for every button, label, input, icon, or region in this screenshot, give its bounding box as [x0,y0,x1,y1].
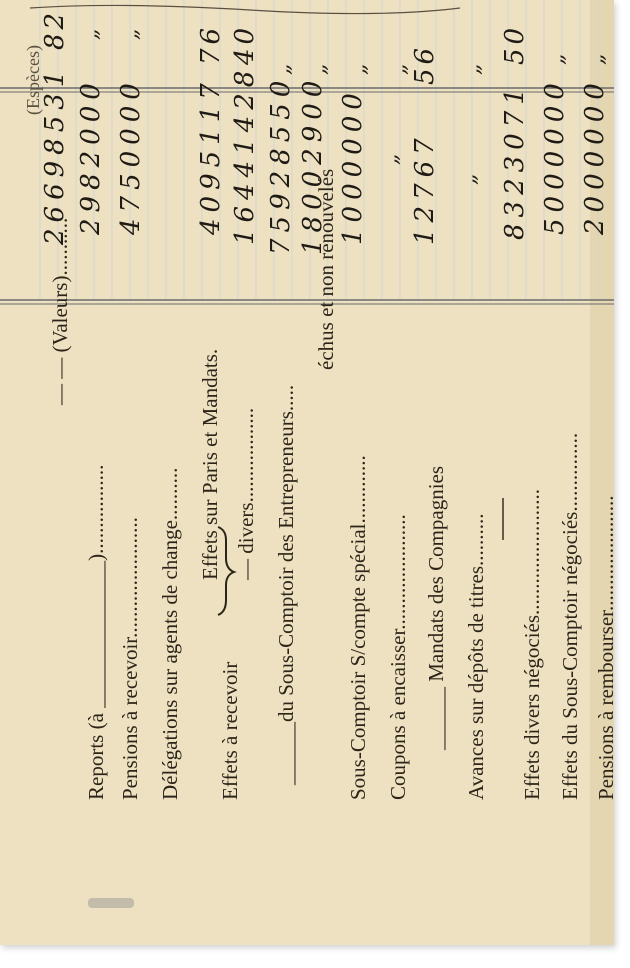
row-amount: 1000000 [338,87,368,245]
row-amount: 12767 [410,132,440,245]
row-label: Reports (à ______________)................. [84,464,108,800]
row-cents: „ [584,49,609,65]
row-label: échus et non renouvelés [314,168,338,370]
row-label: Pensions à rembourser...................... [594,495,618,800]
row-cents: „ [118,24,143,40]
row-cents: 50 [500,23,530,65]
row-cents: „ [306,59,331,75]
row-label: Pensions à recevoir....................... [118,517,142,800]
row-cents: 56 [410,43,440,85]
row-label: Délégations sur agents de change.......... [158,467,182,800]
row-label: — divers.................. [234,407,258,580]
row-label: ______du Sous-Comptoir des Entrepreneurs..... [274,384,298,785]
row-cents: 82 [40,8,70,50]
row-label: — — (Valeurs)........... [48,217,72,405]
row-label: Coupons à encaisser...................... [386,514,410,800]
row-cents: „ [460,59,485,75]
row-amount: 2000000 [580,77,610,235]
row-amount: 4750000 [116,77,146,235]
top-cut-text: (Espèces) [23,45,43,115]
row-cents: „ [78,24,103,40]
row-cents: „ [346,59,371,75]
row-cents: „ [386,59,411,75]
row-amount: 8323071 [500,82,530,240]
row-cents: 76 [196,23,226,65]
row-amount: „ [378,147,403,165]
row-label: Effets sur Paris et Mandats. [198,348,222,580]
row-label: Effets divers négociés........................ [520,488,544,800]
row-amount: 18002900 [298,74,328,255]
row-amount: 75928550 [266,74,296,255]
row-label: Effets du Sous-Comptoir négociés............... [558,432,582,800]
row-amount: „ [456,167,481,185]
row-label: Avances sur dépôts de titres.......... [464,513,488,800]
row-label: Sous-Comptoir S/compte spécial............. [346,455,370,800]
row-amount: 26698531 [40,64,70,245]
row-amount: 2982000 [76,77,106,235]
row-cents: 40 [230,23,260,65]
row-amount: 4095117 [196,77,226,235]
row-amount: 16441428 [230,64,260,245]
row-cents: „ [270,59,295,75]
row-label: Effets à recevoir [218,661,242,800]
row-label: ______ Mandats des Compagnies [424,465,448,750]
row-amount: 5000000 [540,77,570,235]
row-cents: „ [544,49,569,65]
